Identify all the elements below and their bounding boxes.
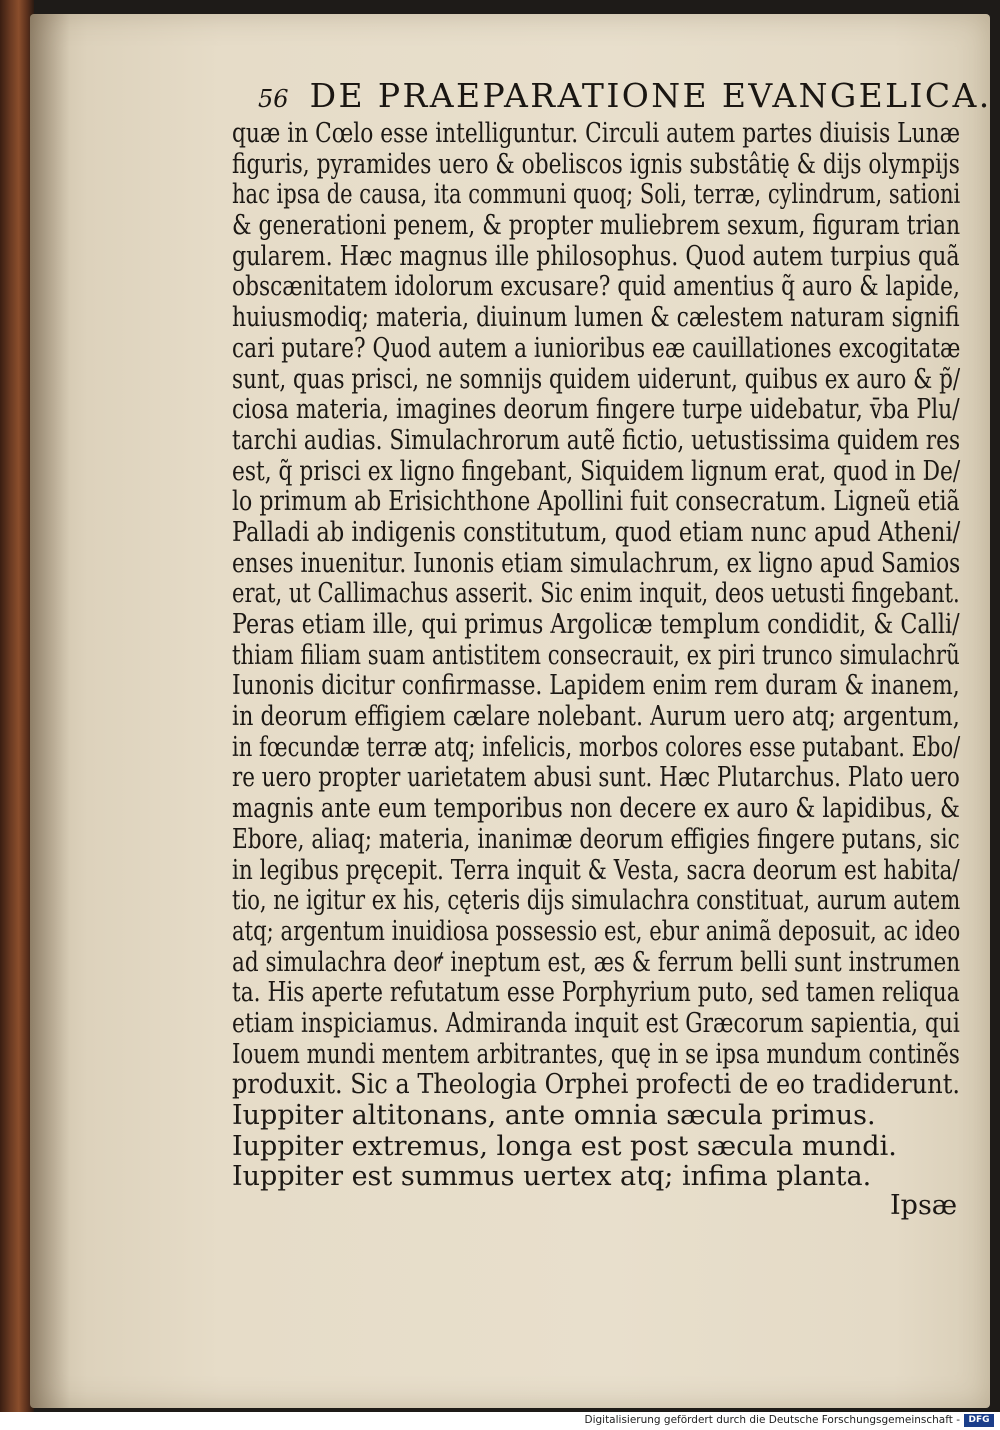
- text-line: re uero propter uarietatem abusi sunt. Hæc Plutarchus. Plato uero: [232, 762, 960, 794]
- spine-shadow: [30, 14, 70, 1408]
- text-line: atq; argentum inuidiosa possessio est, ebur animã deposuit, ac ideo: [232, 915, 961, 947]
- text-line: Ebore, aliaq; materia, inanimæ deorum effigies fingere putans, sic: [232, 823, 960, 855]
- text-line: & generationi penem, & propter muliebrem sexum, figuram trian: [232, 210, 961, 242]
- text-line: Palladi ab indigenis constitutum, quod etiam nunc apud Atheni/: [232, 516, 961, 548]
- text-line: cari putare? Quod autem a iunioribus eæ cauillationes excogitatæ: [232, 332, 961, 364]
- text-line: hac ipsa de causa, ita communi quoq; Soli, terræ, cylindrum, sationi: [232, 179, 961, 211]
- text-line: Iunonis dicitur confirmasse. Lapidem enim rem duram & inanem,: [232, 670, 960, 702]
- text-line: Iuppiter extremus, longa est post sæcula mundi.: [232, 1131, 897, 1162]
- text-block: [232, 119, 960, 1193]
- folio-number: 56: [258, 85, 289, 113]
- book-binding-edge: [0, 0, 34, 1412]
- catchword: Ipsæ: [890, 1190, 958, 1221]
- text-line: thiam filiam suam antistitem consecrauit, ex piri trunco simulachrũ: [232, 639, 960, 671]
- text-line: enses inuenitur. Iunonis etiam simulachrum, ex ligno apud Samios: [232, 547, 961, 579]
- text-line: huiusmodiq; materia, diuinum lumen & cælestem naturam signifi: [232, 302, 960, 334]
- text-line: etiam inspiciamus. Admiranda inquit est Græcorum sapientia, qui: [232, 1007, 960, 1039]
- text-line: ciosa materia, imagines deorum fingere turpe uidebatur, v̄ba Plu/: [232, 394, 960, 426]
- text-line: Peras etiam ille, qui primus Argolicæ templum condidit, & Calli/: [232, 609, 960, 640]
- text-line: figuris, pyramides uero & obeliscos ignis substâtię & dijs olympijs: [232, 148, 960, 180]
- text-line: ta. His aperte refutatum esse Porphyrium puto, sed tamen reliqua: [232, 977, 960, 1009]
- page-header: [258, 76, 992, 116]
- text-line: tarchi audias. Simulachrorum autẽ fictio, uetustissima quidem res: [232, 424, 961, 456]
- text-line: in legibus pręcepit. Terra inquit & Vesta, sacra deorum est habita/: [232, 854, 960, 886]
- text-line: Iuppiter altitonans, ante omnia sæcula primus.: [232, 1101, 876, 1131]
- footer-credit: Digitalisierung gefördert durch die Deutsche Forschungsgemeinschaft -: [584, 1414, 960, 1426]
- text-line: erat, ut Callimachus asserit. Sic enim inquit, deos uetusti fingebant.: [232, 578, 960, 610]
- text-line: in deorum effigiem cælare nolebant. Aurum uero atq; argentum,: [232, 701, 960, 733]
- text-line: magnis ante eum temporibus non decere ex auro & lapidibus, &: [232, 793, 960, 825]
- text-line: tio, ne igitur ex his, cęteris dijs simulachra constituat, aurum autem: [232, 885, 961, 917]
- digitization-footer: [0, 1412, 1000, 1430]
- dfg-logo: DFG: [964, 1414, 994, 1427]
- text-line: Iouem mundi mentem arbitrantes, quę in se ipsa mundum continẽs: [232, 1038, 960, 1070]
- text-line: quæ in Cœlo esse intelliguntur. Circuli autem partes diuisis Lunæ: [232, 118, 961, 149]
- text-line: lo primum ab Erisichthone Apollini fuit consecratum. Ligneũ etiã: [232, 486, 960, 518]
- text-line: in fœcundæ terræ atq; infelicis, morbos colores esse putabant. Ebo/: [232, 731, 961, 763]
- text-line: gularem. Hæc magnus ille philosophus. Quod autem turpius quã: [232, 240, 960, 272]
- text-line: produxit. Sic a Theologia Orphei profecti de eo tradiderunt.: [232, 1069, 960, 1101]
- text-line: obscænitatem idolorum excusare? quid amentius q̃ auro & lapide,: [232, 271, 960, 303]
- text-line: ad simulachra deoꝵ ineptum est, æs & ferrum belli sunt instrumen: [232, 946, 961, 978]
- running-title: DE PRAEPARATIONE EVANGELICA.: [309, 76, 992, 115]
- text-line: Iuppiter est summus uertex atq; infima planta.: [232, 1162, 872, 1193]
- text-line: est, q̃ prisci ex ligno fingebant, Siquidem lignum erat, quod in De/: [232, 455, 961, 487]
- text-line: sunt, quas prisci, ne somnijs quidem uiderunt, quibus ex auro & p̃/: [232, 363, 961, 395]
